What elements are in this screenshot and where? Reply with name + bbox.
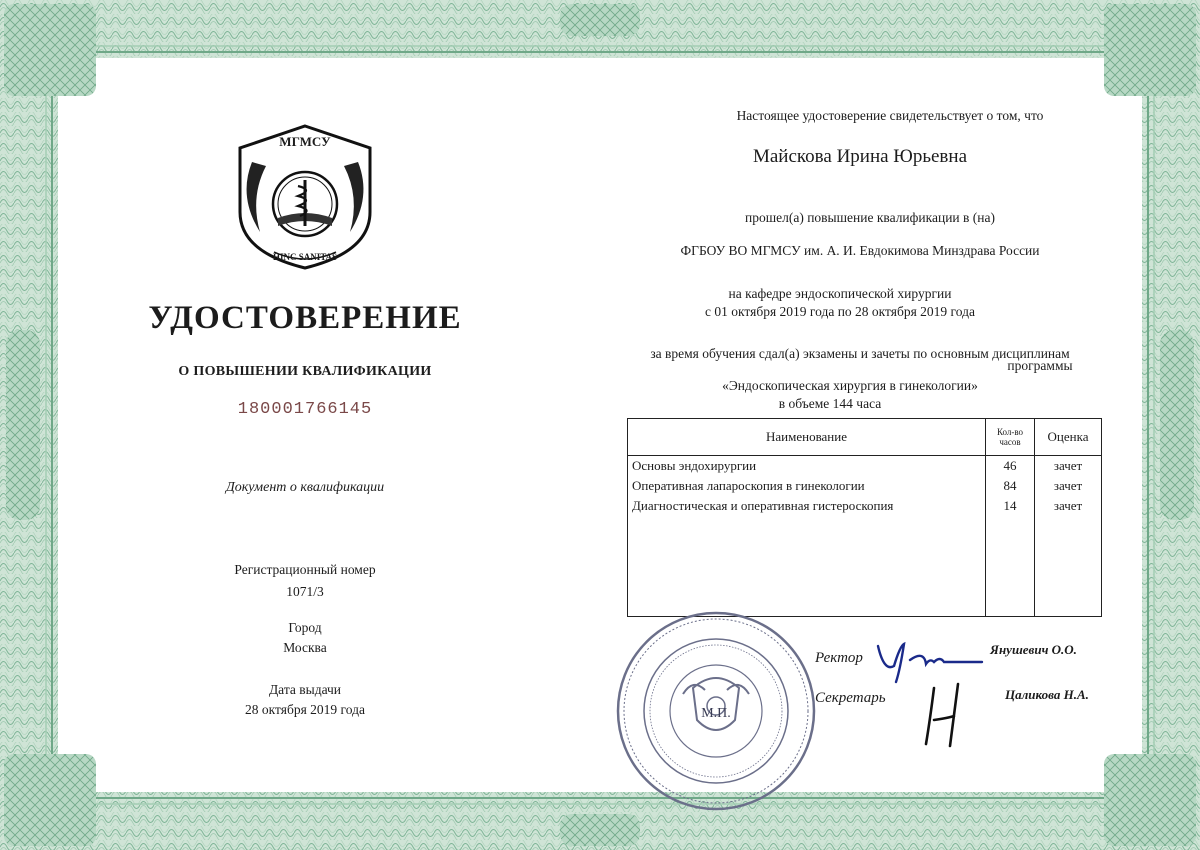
institution-name: ФГБОУ ВО МГМСУ им. А. И. Евдокимова Минздрава России: [680, 243, 1040, 258]
issue-date-value: 28 октября 2019 года: [245, 702, 365, 717]
city-label: Город: [288, 620, 322, 635]
discipline-grade: зачет: [1035, 496, 1102, 516]
table-header-row: [628, 419, 1102, 456]
secretary-label: Секретарь: [815, 690, 886, 706]
table-row-empty: [628, 516, 1102, 616]
discipline-hours: 14: [986, 496, 1035, 516]
header-name: Наименование: [628, 419, 986, 456]
document-title: УДОСТОВЕРЕНИЕ: [148, 300, 462, 336]
rector-signature: [870, 636, 990, 686]
document-type: Документ о квалификации: [225, 480, 385, 495]
intro-text: Настоящее удостоверение свидетельствует о том, что: [736, 108, 1044, 123]
exam-text-line2: программы: [1007, 358, 1073, 373]
secretary-name: Цаликова Н.А.: [1005, 687, 1089, 702]
passed-text: прошел(а) повышение квалификации в (на): [745, 210, 995, 225]
table-row: [628, 496, 1102, 516]
table-row: [628, 456, 1102, 477]
department-text: на кафедре эндоскопической хирургии: [728, 286, 952, 301]
discipline-grade: зачет: [1035, 456, 1102, 477]
exam-text-line1: за время обучения сдал(а) экзамены и зачеты по основным дисциплинам: [650, 346, 1070, 361]
table-row: [628, 476, 1102, 496]
person-full-name: Майскова Ирина Юрьевна: [752, 146, 968, 167]
discipline-name: Диагностическая и оперативная гистероскопия: [628, 496, 986, 516]
program-name: «Эндоскопическая хирургия в гинекологии»: [722, 378, 978, 393]
rector-name: Янушевич О.О.: [990, 642, 1077, 657]
emblem-top-text: МГМСУ: [279, 134, 331, 149]
stamp-center-text: М.П.: [701, 706, 731, 721]
rector-label: Ректор: [815, 650, 863, 666]
serial-number: 180001766145: [237, 400, 373, 419]
discipline-grade: зачет: [1035, 476, 1102, 496]
header-grade: Оценка: [1035, 419, 1102, 456]
discipline-hours: 84: [986, 476, 1035, 496]
document-subtitle: О ПОВЫШЕНИИ КВАЛИФИКАЦИИ: [178, 364, 432, 379]
emblem-bottom-text: HINC SANITAS: [272, 252, 338, 262]
header-hours-line1: Кол-во: [996, 427, 1024, 437]
grades-table: [627, 418, 1102, 617]
reg-number-value: 1071/3: [286, 584, 324, 599]
program-volume: в объеме 144 часа: [778, 396, 882, 411]
discipline-name: Оперативная лапароскопия в гинекологии: [628, 476, 986, 496]
reg-number-label: Регистрационный номер: [234, 562, 376, 577]
header-hours-line2: часов: [999, 437, 1021, 447]
discipline-hours: 46: [986, 456, 1035, 477]
city-value: Москва: [283, 640, 327, 655]
discipline-name: Основы эндохирургии: [628, 456, 986, 477]
study-period: с 01 октября 2019 года по 28 октября 2019 года: [705, 304, 975, 319]
secretary-signature: [920, 680, 970, 750]
issue-date-label: Дата выдачи: [268, 682, 342, 697]
header-hours: [986, 419, 1035, 456]
